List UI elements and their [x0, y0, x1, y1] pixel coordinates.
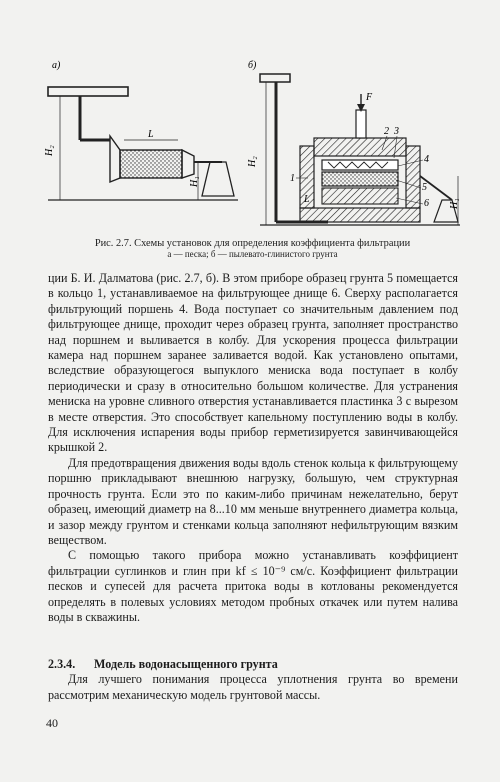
- lid-b: [314, 138, 406, 156]
- body-right-b: [406, 146, 420, 208]
- body-text: [48, 271, 458, 625]
- label-H1-b: H₁: [449, 198, 460, 209]
- flask-a: [202, 162, 234, 196]
- label-H2-b: H₂: [247, 156, 258, 167]
- label-b: б): [248, 60, 257, 71]
- label-H1-a: H₁: [189, 176, 200, 187]
- outlet-cone-a: [182, 150, 194, 178]
- section-number: 2.3.4.: [48, 657, 76, 671]
- callout-1: 1: [290, 173, 295, 184]
- piston-stem-b: [356, 110, 366, 138]
- caption-line-1: Рис. 2.7. Схемы установок для определения коэффициента фильтрации: [94, 238, 411, 249]
- section-title: Модель водонасыщенного грунта: [94, 657, 278, 671]
- callout-3: 3: [394, 126, 399, 137]
- page-number: 40: [46, 716, 58, 730]
- label-L-a: L: [148, 129, 154, 140]
- section-2-3-4: [48, 657, 458, 703]
- sand-sample-a: [120, 150, 182, 178]
- section-paragraph-1: Для лучшего понимания процесса уплотнения грунта во времени рассмотрим механическую модель грунтовой массы.: [48, 672, 458, 702]
- paragraph-2: Для предотвращения движения воды вдоль стенок кольца к фильтрующему поршню прикладывают внешнюю нагрузку, большую, чем структурная прочность грунта. Если это по каким-либо причинам нежелательно, берут образец, имеющий диаметр на 8...10 мм меньше внутреннего диаметра кольца, и зазор между грунтом и стенками кольца заполняют нефильтрующим вязким веществом.: [48, 455, 458, 547]
- label-F: F: [366, 92, 373, 103]
- supply-tank-a: [48, 87, 128, 96]
- label-L-b: L: [304, 194, 310, 205]
- section-heading: [48, 657, 458, 672]
- figure-caption: [40, 238, 465, 260]
- label-H2-a: H₂: [44, 145, 55, 156]
- callout-2: 2: [384, 126, 389, 137]
- figure-2-7: [38, 50, 468, 260]
- apparatus-diagram: [38, 50, 468, 240]
- caption-line-2: а — песка; б — пылевато-глинистого грунта: [167, 249, 338, 259]
- diagram-a: [44, 60, 238, 200]
- piston-b: [322, 160, 398, 170]
- soil-sample-b: [322, 172, 398, 186]
- callout-5: 5: [422, 182, 427, 193]
- base-plate-b: [300, 208, 420, 222]
- callout-6: 6: [424, 198, 429, 209]
- label-a: а): [52, 60, 61, 71]
- paragraph-3: С помощью такого прибора можно устанавливать коэффициент фильтрации суглинков и глин при kf ≤ 10⁻⁹ см/с. Коэффициент фильтрации песков и супесей для расчета притока воды в котлованы рекомендуется определять в полевых условиях методом пробных откачек или путем налива воды в скважины.: [48, 548, 458, 624]
- paragraph-1: ции Б. И. Далматова (рис. 2.7, б). В этом приборе образец грунта 5 помещается в кольцо 1, устанавливаемое на фильтрующее днище 6. Сверху располагается фильтрующий поршень 4. Вода поступает со значительным давлением под фильтрующее днище, проходит через образец грунта, заполняет пространство над поршнем и выливается в колбу. Для ускорения процесса фильтрации камера над поршнем заранее заливается водой. Как установлено опытами, вследствие образующегося выпуклого мениска вода поступает в колбу периодически и сразу в относительно большом количестве. Для устранения мениска на уровне сливного отверстия устанавливается пластинка 3 с вырезом в месте отверстия. Это способствует капельному поступлению воды в колбу. Для исключения испарения воды прибор герметизируется завинчивающейся крышкой 2.: [48, 271, 458, 455]
- supply-tank-b: [260, 74, 290, 82]
- inlet-cone-a: [110, 136, 120, 182]
- filter-bottom-b: [322, 188, 398, 204]
- callout-4: 4: [424, 154, 429, 165]
- diagram-b: [247, 60, 460, 225]
